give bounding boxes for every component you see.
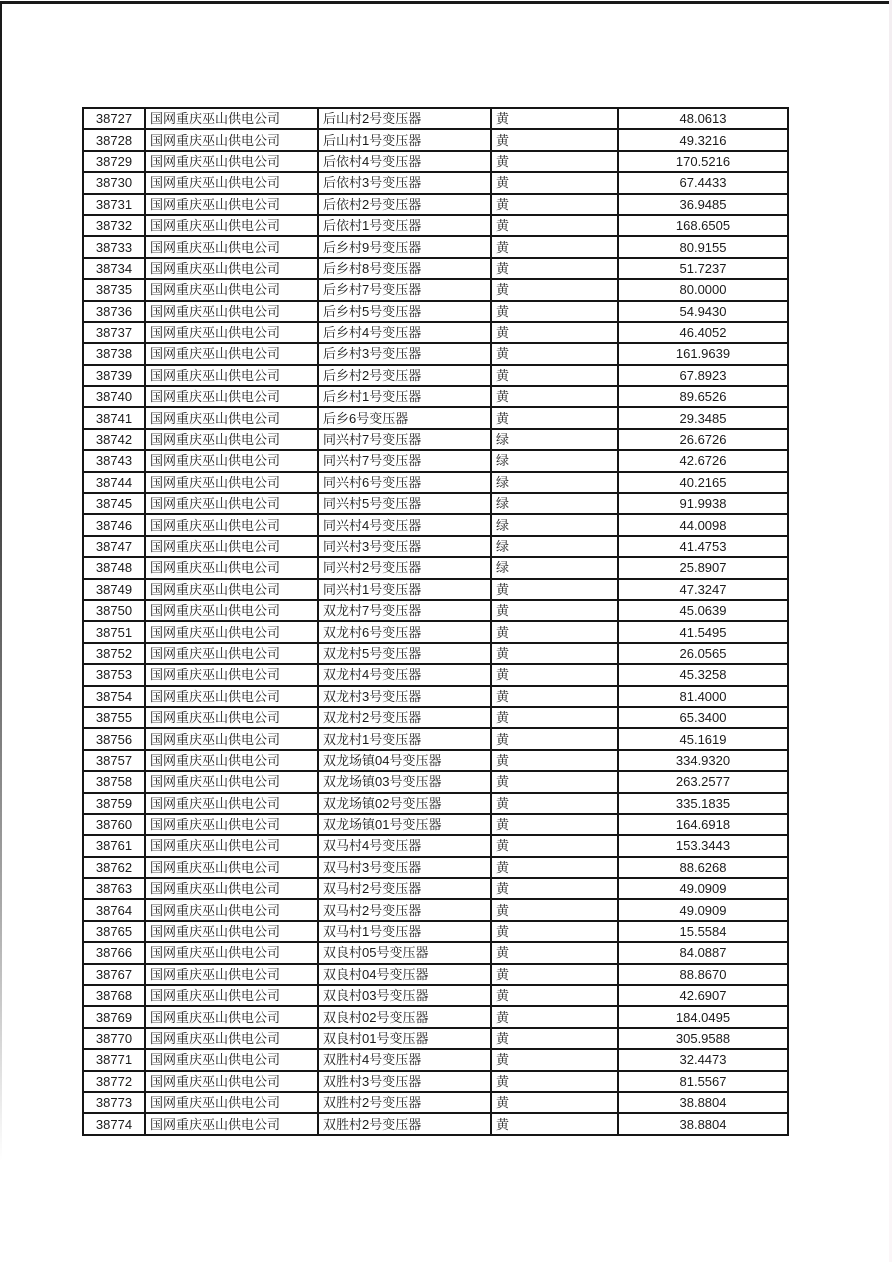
cell-transformer-name: 同兴村7号变压器 (318, 450, 491, 471)
cell-record-id: 38739 (83, 365, 145, 386)
cell-record-id: 38750 (83, 600, 145, 621)
table-row (83, 236, 788, 257)
cell-company: 国网重庆巫山供电公司 (145, 985, 318, 1006)
cell-record-id: 38731 (83, 194, 145, 215)
table-row (83, 1028, 788, 1049)
cell-company: 国网重庆巫山供电公司 (145, 386, 318, 407)
cell-transformer-name: 双胜村4号变压器 (318, 1049, 491, 1070)
cell-status-color: 绿 (491, 557, 618, 578)
cell-record-id: 38735 (83, 279, 145, 300)
cell-record-id: 38741 (83, 407, 145, 428)
cell-value: 42.6907 (618, 985, 788, 1006)
cell-value: 38.8804 (618, 1092, 788, 1113)
cell-record-id: 38749 (83, 579, 145, 600)
cell-transformer-name: 双马村3号变压器 (318, 857, 491, 878)
cell-status-color: 黄 (491, 172, 618, 193)
cell-value: 41.5495 (618, 621, 788, 642)
table-row (83, 151, 788, 172)
cell-record-id: 38746 (83, 514, 145, 535)
table-row (83, 1071, 788, 1092)
page-left-rule (0, 1, 2, 1161)
table-row (83, 301, 788, 322)
cell-record-id: 38761 (83, 835, 145, 856)
cell-record-id: 38763 (83, 878, 145, 899)
cell-value: 334.9320 (618, 750, 788, 771)
cell-status-color: 黄 (491, 322, 618, 343)
cell-record-id: 38773 (83, 1092, 145, 1113)
cell-company: 国网重庆巫山供电公司 (145, 450, 318, 471)
cell-company: 国网重庆巫山供电公司 (145, 835, 318, 856)
cell-transformer-name: 后依村3号变压器 (318, 172, 491, 193)
table-row (83, 1113, 788, 1134)
cell-company: 国网重庆巫山供电公司 (145, 343, 318, 364)
cell-status-color: 黄 (491, 258, 618, 279)
cell-value: 89.6526 (618, 386, 788, 407)
cell-company: 国网重庆巫山供电公司 (145, 301, 318, 322)
cell-record-id: 38767 (83, 964, 145, 985)
cell-transformer-name: 双龙村5号变压器 (318, 643, 491, 664)
cell-transformer-name: 后乡村2号变压器 (318, 365, 491, 386)
cell-status-color: 黄 (491, 686, 618, 707)
cell-company: 国网重庆巫山供电公司 (145, 579, 318, 600)
cell-record-id: 38742 (83, 429, 145, 450)
cell-status-color: 黄 (491, 1006, 618, 1027)
cell-status-color: 绿 (491, 493, 618, 514)
cell-transformer-name: 双马村4号变压器 (318, 835, 491, 856)
cell-status-color: 黄 (491, 1113, 618, 1134)
cell-status-color: 黄 (491, 279, 618, 300)
cell-transformer-name: 同兴村4号变压器 (318, 514, 491, 535)
table-row (83, 600, 788, 621)
cell-value: 36.9485 (618, 194, 788, 215)
cell-record-id: 38765 (83, 921, 145, 942)
table-row (83, 129, 788, 150)
cell-company: 国网重庆巫山供电公司 (145, 429, 318, 450)
cell-company: 国网重庆巫山供电公司 (145, 1092, 318, 1113)
table-row (83, 942, 788, 963)
cell-record-id: 38747 (83, 536, 145, 557)
cell-company: 国网重庆巫山供电公司 (145, 771, 318, 792)
cell-record-id: 38754 (83, 686, 145, 707)
table-row (83, 108, 788, 129)
table-row (83, 493, 788, 514)
cell-transformer-name: 后依村4号变压器 (318, 151, 491, 172)
table-row (83, 579, 788, 600)
cell-transformer-name: 双龙场镇01号变压器 (318, 814, 491, 835)
cell-company: 国网重庆巫山供电公司 (145, 472, 318, 493)
cell-transformer-name: 双龙场镇02号变压器 (318, 793, 491, 814)
cell-transformer-name: 后山村1号变压器 (318, 129, 491, 150)
cell-company: 国网重庆巫山供电公司 (145, 1071, 318, 1092)
cell-status-color: 黄 (491, 921, 618, 942)
cell-value: 80.9155 (618, 236, 788, 257)
cell-status-color: 黄 (491, 579, 618, 600)
cell-status-color: 黄 (491, 664, 618, 685)
cell-status-color: 绿 (491, 429, 618, 450)
cell-transformer-name: 双龙村7号变压器 (318, 600, 491, 621)
cell-value: 49.0909 (618, 878, 788, 899)
table-row (83, 964, 788, 985)
cell-company: 国网重庆巫山供电公司 (145, 878, 318, 899)
cell-company: 国网重庆巫山供电公司 (145, 1006, 318, 1027)
cell-status-color: 黄 (491, 194, 618, 215)
cell-status-color: 黄 (491, 814, 618, 835)
cell-company: 国网重庆巫山供电公司 (145, 621, 318, 642)
cell-value: 88.8670 (618, 964, 788, 985)
cell-value: 161.9639 (618, 343, 788, 364)
table-row (83, 835, 788, 856)
table-row (83, 921, 788, 942)
cell-status-color: 黄 (491, 621, 618, 642)
cell-record-id: 38730 (83, 172, 145, 193)
cell-transformer-name: 双良村05号变压器 (318, 942, 491, 963)
cell-value: 164.6918 (618, 814, 788, 835)
cell-record-id: 38771 (83, 1049, 145, 1070)
cell-value: 41.4753 (618, 536, 788, 557)
cell-value: 47.3247 (618, 579, 788, 600)
table-row (83, 557, 788, 578)
cell-status-color: 黄 (491, 878, 618, 899)
table-row (83, 194, 788, 215)
cell-value: 46.4052 (618, 322, 788, 343)
table-row (83, 343, 788, 364)
cell-value: 170.5216 (618, 151, 788, 172)
cell-company: 国网重庆巫山供电公司 (145, 857, 318, 878)
cell-transformer-name: 后乡村4号变压器 (318, 322, 491, 343)
cell-value: 54.9430 (618, 301, 788, 322)
cell-transformer-name: 后乡村9号变压器 (318, 236, 491, 257)
cell-company: 国网重庆巫山供电公司 (145, 258, 318, 279)
table-row (83, 686, 788, 707)
cell-transformer-name: 同兴村7号变压器 (318, 429, 491, 450)
cell-value: 335.1835 (618, 793, 788, 814)
cell-status-color: 黄 (491, 343, 618, 364)
cell-record-id: 38759 (83, 793, 145, 814)
cell-record-id: 38736 (83, 301, 145, 322)
cell-status-color: 黄 (491, 793, 618, 814)
cell-value: 29.3485 (618, 407, 788, 428)
cell-transformer-name: 后乡村1号变压器 (318, 386, 491, 407)
cell-status-color: 黄 (491, 857, 618, 878)
cell-record-id: 38766 (83, 942, 145, 963)
cell-status-color: 黄 (491, 750, 618, 771)
cell-company: 国网重庆巫山供电公司 (145, 793, 318, 814)
cell-transformer-name: 后山村2号变压器 (318, 108, 491, 129)
cell-record-id: 38728 (83, 129, 145, 150)
cell-status-color: 黄 (491, 407, 618, 428)
cell-value: 263.2577 (618, 771, 788, 792)
cell-company: 国网重庆巫山供电公司 (145, 279, 318, 300)
cell-company: 国网重庆巫山供电公司 (145, 407, 318, 428)
cell-transformer-name: 后乡村7号变压器 (318, 279, 491, 300)
transformer-table (82, 107, 789, 1136)
cell-value: 26.0565 (618, 643, 788, 664)
cell-value: 67.8923 (618, 365, 788, 386)
cell-company: 国网重庆巫山供电公司 (145, 921, 318, 942)
cell-value: 42.6726 (618, 450, 788, 471)
table-row (83, 643, 788, 664)
cell-status-color: 黄 (491, 236, 618, 257)
cell-value: 44.0098 (618, 514, 788, 535)
cell-transformer-name: 双良村03号变压器 (318, 985, 491, 1006)
cell-status-color: 黄 (491, 129, 618, 150)
cell-transformer-name: 后依村2号变压器 (318, 194, 491, 215)
cell-company: 国网重庆巫山供电公司 (145, 194, 318, 215)
cell-company: 国网重庆巫山供电公司 (145, 108, 318, 129)
table-row (83, 621, 788, 642)
table-row (83, 258, 788, 279)
table-row (83, 472, 788, 493)
cell-status-color: 绿 (491, 472, 618, 493)
cell-status-color: 黄 (491, 985, 618, 1006)
cell-value: 40.2165 (618, 472, 788, 493)
cell-transformer-name: 双马村2号变压器 (318, 899, 491, 920)
cell-status-color: 黄 (491, 899, 618, 920)
cell-value: 45.1619 (618, 728, 788, 749)
page-top-rule (0, 1, 892, 4)
cell-value: 25.8907 (618, 557, 788, 578)
table-row (83, 857, 788, 878)
cell-company: 国网重庆巫山供电公司 (145, 493, 318, 514)
cell-value: 81.4000 (618, 686, 788, 707)
table-row (83, 215, 788, 236)
cell-record-id: 38753 (83, 664, 145, 685)
cell-status-color: 黄 (491, 728, 618, 749)
cell-record-id: 38758 (83, 771, 145, 792)
table-row (83, 728, 788, 749)
cell-company: 国网重庆巫山供电公司 (145, 1028, 318, 1049)
cell-transformer-name: 双胜村3号变压器 (318, 1071, 491, 1092)
cell-transformer-name: 同兴村3号变压器 (318, 536, 491, 557)
cell-company: 国网重庆巫山供电公司 (145, 322, 318, 343)
table-row (83, 1092, 788, 1113)
cell-company: 国网重庆巫山供电公司 (145, 536, 318, 557)
cell-value: 38.8804 (618, 1113, 788, 1134)
table-row (83, 1049, 788, 1070)
cell-company: 国网重庆巫山供电公司 (145, 557, 318, 578)
cell-transformer-name: 后乡6号变压器 (318, 407, 491, 428)
cell-transformer-name: 双马村1号变压器 (318, 921, 491, 942)
cell-record-id: 38727 (83, 108, 145, 129)
cell-value: 65.3400 (618, 707, 788, 728)
cell-company: 国网重庆巫山供电公司 (145, 151, 318, 172)
cell-status-color: 黄 (491, 643, 618, 664)
cell-transformer-name: 双良村01号变压器 (318, 1028, 491, 1049)
cell-status-color: 黄 (491, 835, 618, 856)
cell-company: 国网重庆巫山供电公司 (145, 899, 318, 920)
table-row (83, 899, 788, 920)
cell-record-id: 38764 (83, 899, 145, 920)
cell-record-id: 38744 (83, 472, 145, 493)
cell-value: 45.0639 (618, 600, 788, 621)
cell-status-color: 黄 (491, 108, 618, 129)
cell-value: 15.5584 (618, 921, 788, 942)
table-body (83, 108, 788, 1135)
cell-company: 国网重庆巫山供电公司 (145, 1049, 318, 1070)
cell-value: 84.0887 (618, 942, 788, 963)
cell-record-id: 38740 (83, 386, 145, 407)
cell-transformer-name: 同兴村5号变压器 (318, 493, 491, 514)
cell-transformer-name: 双龙场镇03号变压器 (318, 771, 491, 792)
cell-record-id: 38757 (83, 750, 145, 771)
cell-value: 91.9938 (618, 493, 788, 514)
cell-status-color: 黄 (491, 301, 618, 322)
table-row (83, 750, 788, 771)
cell-transformer-name: 双良村02号变压器 (318, 1006, 491, 1027)
cell-status-color: 黄 (491, 386, 618, 407)
cell-status-color: 黄 (491, 1028, 618, 1049)
cell-value: 88.6268 (618, 857, 788, 878)
cell-status-color: 绿 (491, 536, 618, 557)
cell-record-id: 38762 (83, 857, 145, 878)
cell-company: 国网重庆巫山供电公司 (145, 728, 318, 749)
cell-transformer-name: 双龙村1号变压器 (318, 728, 491, 749)
cell-company: 国网重庆巫山供电公司 (145, 964, 318, 985)
cell-record-id: 38743 (83, 450, 145, 471)
cell-record-id: 38752 (83, 643, 145, 664)
cell-status-color: 黄 (491, 1092, 618, 1113)
cell-value: 80.0000 (618, 279, 788, 300)
cell-transformer-name: 同兴村6号变压器 (318, 472, 491, 493)
cell-transformer-name: 后乡村5号变压器 (318, 301, 491, 322)
cell-transformer-name: 同兴村2号变压器 (318, 557, 491, 578)
table-row (83, 878, 788, 899)
cell-status-color: 黄 (491, 942, 618, 963)
cell-transformer-name: 双龙村4号变压器 (318, 664, 491, 685)
cell-company: 国网重庆巫山供电公司 (145, 643, 318, 664)
cell-company: 国网重庆巫山供电公司 (145, 814, 318, 835)
cell-transformer-name: 双胜村2号变压器 (318, 1113, 491, 1134)
cell-record-id: 38732 (83, 215, 145, 236)
cell-company: 国网重庆巫山供电公司 (145, 365, 318, 386)
table-row (83, 365, 788, 386)
cell-company: 国网重庆巫山供电公司 (145, 1113, 318, 1134)
cell-value: 32.4473 (618, 1049, 788, 1070)
cell-transformer-name: 双良村04号变压器 (318, 964, 491, 985)
cell-record-id: 38748 (83, 557, 145, 578)
cell-transformer-name: 双龙村2号变压器 (318, 707, 491, 728)
cell-company: 国网重庆巫山供电公司 (145, 942, 318, 963)
cell-status-color: 黄 (491, 771, 618, 792)
cell-transformer-name: 双龙村6号变压器 (318, 621, 491, 642)
cell-value: 153.3443 (618, 835, 788, 856)
table-row (83, 279, 788, 300)
table-row (83, 172, 788, 193)
cell-company: 国网重庆巫山供电公司 (145, 215, 318, 236)
cell-record-id: 38760 (83, 814, 145, 835)
cell-value: 67.4433 (618, 172, 788, 193)
cell-status-color: 黄 (491, 707, 618, 728)
table-row (83, 664, 788, 685)
cell-company: 国网重庆巫山供电公司 (145, 664, 318, 685)
table-row (83, 386, 788, 407)
cell-status-color: 黄 (491, 215, 618, 236)
table-row (83, 814, 788, 835)
cell-status-color: 黄 (491, 1049, 618, 1070)
cell-company: 国网重庆巫山供电公司 (145, 600, 318, 621)
cell-company: 国网重庆巫山供电公司 (145, 686, 318, 707)
cell-transformer-name: 后依村1号变压器 (318, 215, 491, 236)
cell-record-id: 38756 (83, 728, 145, 749)
cell-record-id: 38745 (83, 493, 145, 514)
cell-record-id: 38769 (83, 1006, 145, 1027)
cell-record-id: 38738 (83, 343, 145, 364)
cell-company: 国网重庆巫山供电公司 (145, 172, 318, 193)
cell-status-color: 绿 (491, 450, 618, 471)
cell-value: 168.6505 (618, 215, 788, 236)
cell-value: 48.0613 (618, 108, 788, 129)
cell-status-color: 黄 (491, 1071, 618, 1092)
cell-transformer-name: 双龙村3号变压器 (318, 686, 491, 707)
table-row (83, 536, 788, 557)
cell-value: 49.3216 (618, 129, 788, 150)
cell-company: 国网重庆巫山供电公司 (145, 514, 318, 535)
table-row (83, 1006, 788, 1027)
cell-record-id: 38729 (83, 151, 145, 172)
table-row (83, 793, 788, 814)
cell-transformer-name: 双马村2号变压器 (318, 878, 491, 899)
cell-transformer-name: 同兴村1号变压器 (318, 579, 491, 600)
cell-status-color: 黄 (491, 964, 618, 985)
cell-company: 国网重庆巫山供电公司 (145, 129, 318, 150)
cell-value: 184.0495 (618, 1006, 788, 1027)
cell-status-color: 黄 (491, 365, 618, 386)
cell-company: 国网重庆巫山供电公司 (145, 707, 318, 728)
cell-transformer-name: 后乡村3号变压器 (318, 343, 491, 364)
table-row (83, 707, 788, 728)
cell-company: 国网重庆巫山供电公司 (145, 750, 318, 771)
table-row (83, 450, 788, 471)
cell-record-id: 38768 (83, 985, 145, 1006)
cell-record-id: 38755 (83, 707, 145, 728)
table-row (83, 322, 788, 343)
cell-value: 26.6726 (618, 429, 788, 450)
cell-transformer-name: 后乡村8号变压器 (318, 258, 491, 279)
cell-record-id: 38733 (83, 236, 145, 257)
table-row (83, 514, 788, 535)
cell-record-id: 38734 (83, 258, 145, 279)
cell-status-color: 绿 (491, 514, 618, 535)
cell-record-id: 38772 (83, 1071, 145, 1092)
cell-record-id: 38770 (83, 1028, 145, 1049)
cell-value: 45.3258 (618, 664, 788, 685)
table-row (83, 429, 788, 450)
cell-record-id: 38774 (83, 1113, 145, 1134)
cell-value: 49.0909 (618, 899, 788, 920)
cell-status-color: 黄 (491, 151, 618, 172)
cell-transformer-name: 双胜村2号变压器 (318, 1092, 491, 1113)
table-row (83, 771, 788, 792)
cell-record-id: 38751 (83, 621, 145, 642)
cell-status-color: 黄 (491, 600, 618, 621)
cell-record-id: 38737 (83, 322, 145, 343)
cell-value: 305.9588 (618, 1028, 788, 1049)
table-row (83, 407, 788, 428)
cell-transformer-name: 双龙场镇04号变压器 (318, 750, 491, 771)
cell-value: 51.7237 (618, 258, 788, 279)
cell-value: 81.5567 (618, 1071, 788, 1092)
table-row (83, 985, 788, 1006)
cell-company: 国网重庆巫山供电公司 (145, 236, 318, 257)
